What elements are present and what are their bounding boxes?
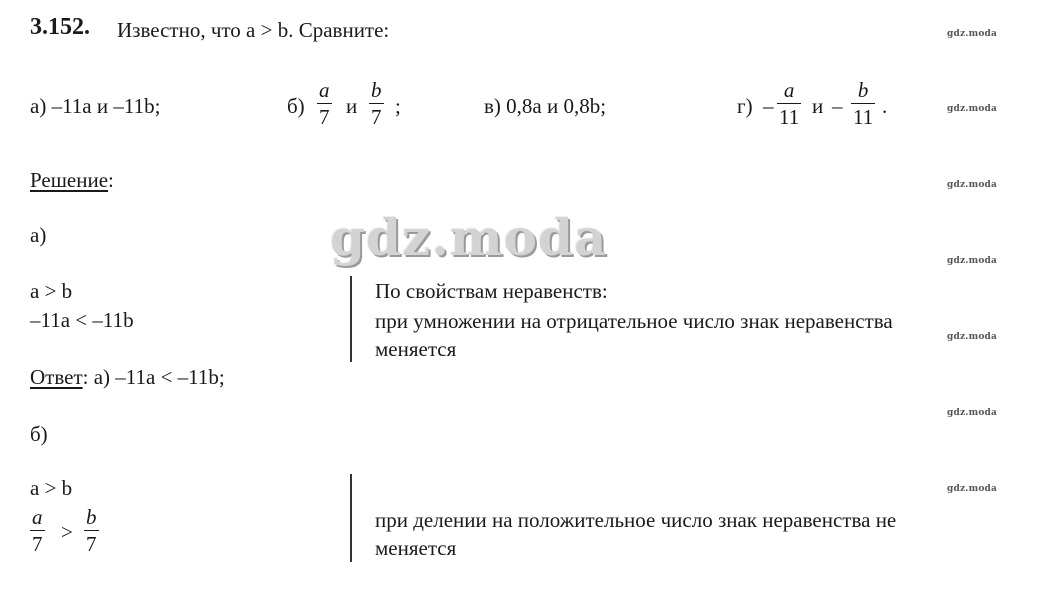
- watermark-small-3: gdz.moda: [947, 180, 998, 190]
- part-b-label: б): [30, 422, 48, 446]
- problem-number: 3.152.: [30, 14, 90, 40]
- solution-heading-colon: :: [108, 168, 114, 192]
- item-d-conj: и: [812, 94, 824, 118]
- part-b-line-1: a > b: [30, 476, 73, 500]
- part-a-line-1: a > b: [30, 279, 73, 303]
- watermark-small-4: gdz.moda: [947, 256, 998, 266]
- item-a-text: –11a и –11b;: [51, 94, 161, 118]
- item-b-fraction-1: a 7: [319, 78, 330, 129]
- answer-label: Ответ: [30, 365, 83, 389]
- watermark-small-5: gdz.moda: [947, 332, 998, 342]
- part-a-note-line-1: при умножении на отрицательное число знак неравенства: [375, 309, 893, 333]
- watermark-small-2: gdz.moda: [947, 104, 998, 114]
- part-b-note-line-1: при делении на положительное число знак неравенства не: [375, 508, 897, 532]
- item-d-label: г): [737, 94, 753, 118]
- part-b-sign: >: [61, 520, 73, 544]
- item-c-text: 0,8a и 0,8b;: [506, 94, 607, 118]
- item-d-fraction-2: b 11: [853, 78, 874, 129]
- watermark-small-6: gdz.moda: [947, 408, 998, 418]
- part-a-note-line-2: меняется: [375, 337, 457, 361]
- item-d-end: .: [882, 94, 888, 118]
- part-a-line-2: –11a < –11b: [30, 308, 134, 332]
- watermark-logo: gdz.moda: [330, 208, 608, 267]
- part-a-note-title: По свойствам неравенств:: [375, 279, 608, 303]
- answer-text: : а) –11a < –11b;: [82, 365, 225, 389]
- part-a-answer: [30, 365, 225, 389]
- item-a-label: а): [30, 94, 47, 118]
- item-c-label: в): [484, 94, 501, 118]
- solution-heading-word: Решение: [30, 168, 109, 192]
- solution-heading: [30, 168, 114, 192]
- item-b-conj: и: [346, 94, 358, 118]
- item-b-label: б): [287, 94, 305, 118]
- part-b-fraction-1: a 7: [32, 505, 43, 556]
- watermark-small-7: gdz.moda: [947, 484, 998, 494]
- item-d-minus-2: –: [832, 94, 843, 118]
- item-b-end: ;: [395, 94, 401, 118]
- part-b-note-line-2: меняется: [375, 536, 457, 560]
- item-b-fraction-2: b 7: [371, 78, 382, 129]
- item-c: [484, 94, 606, 118]
- item-d-fraction-1: a 11: [779, 78, 800, 129]
- item-a: [30, 94, 160, 118]
- part-b-fraction-2: b 7: [86, 505, 97, 556]
- part-a-label: а): [30, 223, 47, 247]
- item-d-minus-1: –: [763, 94, 774, 118]
- part-a-divider: [350, 276, 352, 362]
- part-b-divider: [350, 474, 352, 562]
- problem-statement: Известно, что a > b. Сравните:: [117, 18, 390, 42]
- watermark-small-1: gdz.moda: [947, 29, 998, 39]
